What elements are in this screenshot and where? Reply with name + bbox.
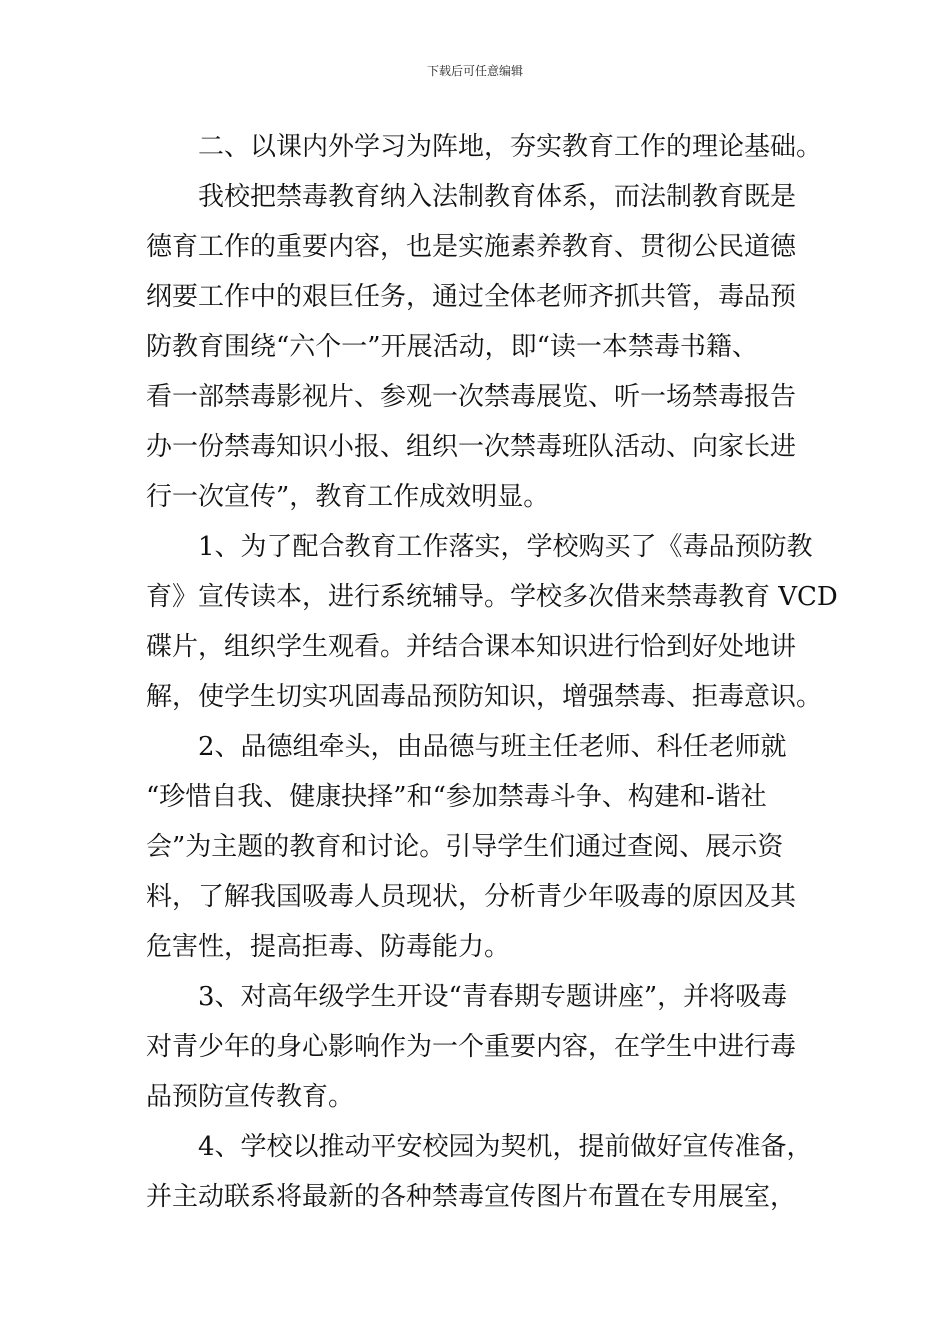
text-line: 2、品德组牵头，由品德与班主任老师、科任老师就 xyxy=(198,732,787,762)
text-line: 行一次宣传”，教育工作成效明显。 xyxy=(146,482,550,512)
text-line: 4、学校以推动平安校园为契机，提前做好宣传准备， xyxy=(198,1132,813,1162)
paragraph-item-1 xyxy=(146,522,838,722)
text-line: 纲要工作中的艰巨任务，通过全体老师齐抓共管，毒品预 xyxy=(146,282,797,312)
text-line: 对青少年的身心影响作为一个重要内容，在学生中进行毒 xyxy=(146,1032,797,1062)
text-line: 碟片，组织学生观看。并结合课本知识进行恰到好处地讲 xyxy=(146,632,797,662)
text-line: 二、以课内外学习为阵地，夯实教育工作的理论基础。 xyxy=(198,132,823,162)
text-line: 料，了解我国吸毒人员现状，分析青少年吸毒的原因及其 xyxy=(146,882,797,912)
text-line: 解，使学生切实巩固毒品预防知识，增强禁毒、拒毒意识。 xyxy=(146,682,823,712)
text-line: 会”为主题的教育和讨论。引导学生们通过查阅、展示资 xyxy=(146,832,784,862)
paragraph-item-2 xyxy=(146,722,806,972)
page-header-note: 下载后可任意编辑 xyxy=(426,64,523,78)
text-line: 我校把禁毒教育纳入法制教育体系，而法制教育既是 xyxy=(198,182,797,212)
paragraph-heading-2 xyxy=(146,122,823,172)
text-line: 危害性，提高拒毒、防毒能力。 xyxy=(146,932,511,962)
paragraph-item-3 xyxy=(146,972,806,1122)
text-line: 并主动联系将最新的各种禁毒宣传图片布置在专用展室， xyxy=(146,1182,797,1212)
text-line: 办一份禁毒知识小报、组织一次禁毒班队活动、向家长进 xyxy=(146,432,797,462)
paragraph-intro xyxy=(146,172,806,522)
text-line: 品预防宣传教育。 xyxy=(146,1082,355,1112)
document-body xyxy=(146,122,838,1222)
text-line: “珍惜自我、健康抉择”和“参加禁毒斗争、构建和-谐社 xyxy=(146,782,767,812)
text-line: 防教育围绕“六个一”开展活动，即“读一本禁毒书籍、 xyxy=(146,332,758,362)
text-line: 育》宣传读本，进行系统辅导。学校多次借来禁毒教育 VCD xyxy=(146,582,838,612)
text-line: 3、对高年级学生开设“青春期专题讲座”，并将吸毒 xyxy=(198,982,788,1012)
text-line: 德育工作的重要内容，也是实施素养教育、贯彻公民道德 xyxy=(146,232,797,262)
text-line: 1、为了配合教育工作落实，学校购买了《毒品预防教 xyxy=(198,532,813,562)
text-line: 看一部禁毒影视片、参观一次禁毒展览、听一场禁毒报告 xyxy=(146,382,797,412)
paragraph-item-4 xyxy=(146,1122,813,1222)
